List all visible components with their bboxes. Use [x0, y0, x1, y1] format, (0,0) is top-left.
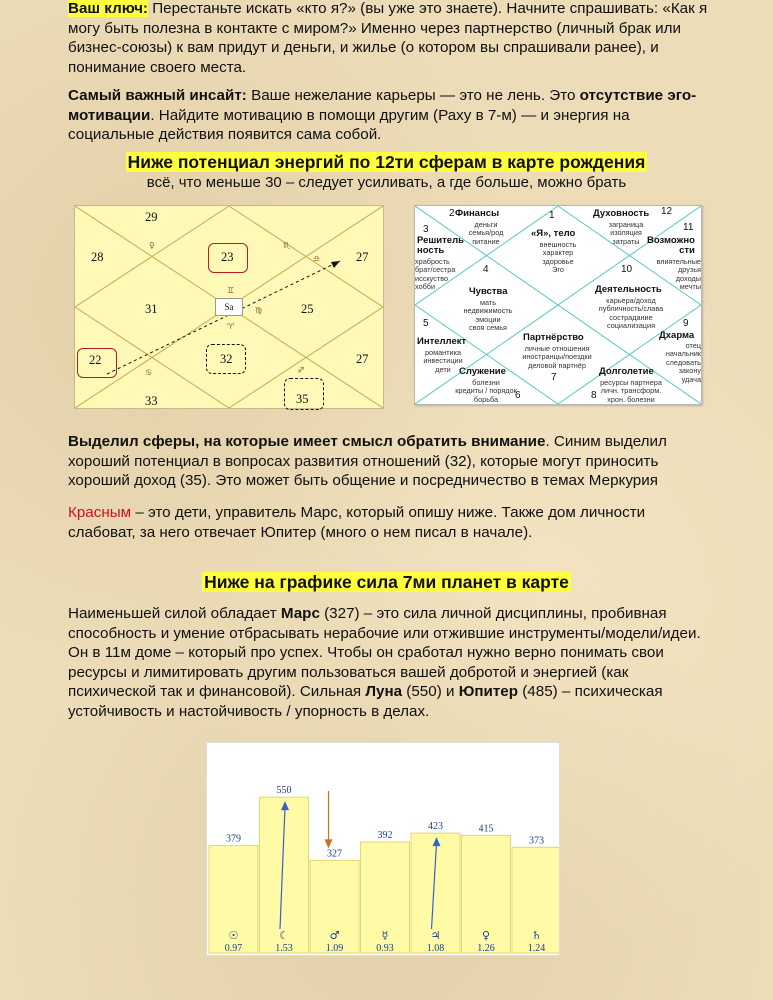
ratio-label: 0.97	[224, 943, 243, 954]
house-description: романтика инвестиции дети	[423, 348, 463, 374]
red-text: – это дети, управитель Марс, который опишу ниже. Также дом личности слабоват, за него отвечает Юпитер (много о нем писал в начале).	[68, 504, 646, 541]
house-value: 28	[91, 250, 104, 264]
house-title: Деятельность	[595, 284, 662, 295]
bar-value-label: 379	[226, 833, 241, 845]
planets-bold-moon: Луна	[365, 683, 403, 700]
planets-text-1: Наименьшей силой обладает	[68, 605, 281, 622]
ratio-label: 1.08	[426, 943, 445, 954]
house-description: заграница изоляция затраты	[608, 220, 644, 246]
house-value: 29	[145, 210, 158, 224]
birth-chart-energies	[74, 205, 384, 409]
house-description: отец начальник следовать закону удача	[665, 341, 701, 384]
planets-text-3: (550) и	[402, 683, 459, 700]
house-title: Духовность	[593, 208, 650, 219]
bar-value-label: 327	[327, 848, 342, 860]
bar-value-label: 550	[276, 785, 292, 797]
house-number: 5	[423, 318, 429, 329]
house-meanings-chart	[414, 205, 702, 405]
house-title: Финансы	[455, 208, 500, 219]
house-number: 1	[549, 210, 555, 221]
planet-glyph-label: ☉	[228, 929, 239, 942]
bar-value-label: 415	[478, 823, 494, 835]
house-number: 7	[551, 372, 557, 383]
paragraph-red	[68, 503, 708, 542]
insight-bold: отсутствие эго-мотивации	[68, 87, 697, 124]
planet-glyph-label: ♀	[481, 929, 491, 942]
house-value: 35	[296, 392, 309, 406]
house-title: Долголетие	[599, 366, 654, 377]
planets-bold-jupiter: Юпитер	[458, 683, 519, 700]
house-number: 10	[621, 264, 633, 275]
key-label: Ваш ключ:	[68, 0, 148, 17]
house-number: 11	[683, 222, 694, 233]
ratio-label: 1.09	[325, 943, 344, 954]
spheres-bold: Выделил сферы, на которые имеет смысл обратить внимание	[68, 433, 546, 450]
planet-glyph-icon: ♈	[227, 322, 235, 331]
planet-glyph-icon: ♋	[145, 368, 153, 377]
planet-glyph-icon: ♀	[149, 241, 155, 250]
house-description: храбрость брат/сестра исскуство хобби	[415, 257, 456, 292]
subheading-spheres: всё, что меньше 30 – следует усиливать, а где больше, можно брать	[146, 174, 627, 191]
house-number: 6	[515, 390, 521, 401]
house-value: 33	[145, 394, 158, 408]
ratio-label: 1.24	[527, 943, 546, 954]
bar-value-label: 392	[377, 829, 393, 841]
house-value: 25	[301, 302, 314, 316]
house-number: 8	[591, 390, 597, 401]
house-description: болезни кредиты / порядок борьба	[455, 378, 517, 404]
planet-glyph-icon: ♏	[283, 241, 291, 250]
house-description: внешность характер здоровье Эго	[539, 240, 577, 275]
planet-glyph-label: ☾	[279, 929, 289, 942]
planet-glyph-label: ♂	[329, 929, 340, 942]
paragraph-key	[68, 0, 708, 77]
house-value: 23	[221, 250, 234, 264]
house-title: Партнёрство	[523, 332, 584, 343]
ratio-label: 1.53	[275, 943, 293, 954]
house-description: мать недвижимость эмоции своя семья	[463, 298, 513, 333]
heading-planets	[0, 572, 773, 593]
house-value: 22	[89, 353, 102, 367]
planet-glyph-icon: ♊	[227, 286, 235, 295]
house-title: Дхарма	[659, 330, 695, 341]
paragraph-spheres	[68, 432, 708, 491]
planet-glyph-icon: ♎	[313, 254, 321, 263]
house-description: ресурсы партнера личн. трансформ. хрон. болезни	[600, 378, 662, 404]
house-description: личные отношения иностранцы/поездки деловой партнёр	[522, 344, 592, 370]
planet-glyph-icon: ♍	[255, 306, 263, 315]
heading-spheres-text: Ниже потенциал энергий по 12ти сферам в карте рождения	[127, 152, 646, 172]
planets-text-4: (485) – психическая устойчивость и настойчивость / упорность в делах.	[68, 683, 663, 720]
planet-strength-chart	[206, 742, 560, 956]
house-title: Чувства	[469, 286, 508, 297]
house-number: 4	[483, 264, 489, 275]
house-title: Возможно сти	[647, 235, 695, 256]
bar-value-label: 373	[529, 835, 544, 847]
house-number: 9	[683, 318, 689, 329]
paragraph-planets	[68, 604, 708, 721]
insight-text-2: . Найдите мотивацию в помощи другим (Раху в 7-м) — и энергия на социальные действия появится сама собой.	[68, 106, 630, 143]
house-title: Решитель ность	[417, 235, 464, 256]
house-description: деньги семья/род питание	[468, 220, 504, 246]
red-word: Красным	[68, 504, 132, 521]
center-label: Sa	[215, 298, 243, 316]
house-value: 27	[356, 352, 369, 366]
trend-arrow-head	[325, 839, 333, 848]
heading-planets-text: Ниже на графике сила 7ми планет в карте	[204, 572, 569, 592]
house-number: 2	[449, 208, 455, 219]
ratio-label: 0.93	[376, 943, 394, 954]
house-value: 31	[145, 302, 158, 316]
house-description: карьера/доход публичность/слава сострадание социализация	[598, 296, 664, 331]
planet-glyph-label: ♄	[531, 929, 542, 942]
planet-glyph-label: ☿	[381, 929, 389, 942]
paragraph-insight	[68, 86, 708, 145]
planet-strength-svg	[207, 743, 559, 955]
house-title: Интеллект	[417, 336, 467, 347]
house-value: 27	[356, 250, 369, 264]
house-title: Служение	[459, 366, 506, 377]
planets-bold-mars: Марс	[280, 605, 320, 622]
house-number: 3	[423, 224, 429, 235]
planets-text-2: (327) – это сила личной дисциплины, пробивная способность и умение отбрасывать нерабочие или отжившие инструменты/модели/идеи. Он в 11м доме – который про успех. Чтобы он сработал нужно верно понимать свои ресурсы и лимитировать другим пользоваться вашей добротой и энергией (как психической так и финансовой). Сильная	[68, 605, 701, 700]
bar-value-label: 423	[428, 821, 443, 833]
heading-spheres	[0, 152, 773, 173]
planet-glyph-icon: ♐	[297, 366, 305, 375]
spheres-text: . Синим выделил хороший потенциал в вопросах развития отношений (32), которые могут приносить хороший доход (35). Это может быть общение и посредничество в темах Меркурия	[68, 433, 667, 489]
insight-label: Самый важный инсайт:	[68, 87, 247, 104]
house-title: «Я», тело	[531, 228, 576, 239]
house-value: 32	[220, 352, 233, 366]
house-description: влиятельные друзья доходы мечты	[656, 257, 701, 292]
house-number: 12	[661, 206, 673, 217]
planet-glyph-label: ♃	[430, 929, 441, 942]
insight-text-1: Ваше нежелание карьеры — это не лень. Это	[246, 87, 580, 104]
key-text: Перестаньте искать «кто я?» (вы уже это знаете). Начните спрашивать: «Как я могу быть полезна в контакте с миром?» Именно через партнерство (личный брак или бизнес-союзы) к вам придут и деньги, и жилье (о котором вы спрашивали ранее), и понимание своего места.	[68, 0, 708, 76]
ratio-label: 1.26	[477, 943, 495, 954]
